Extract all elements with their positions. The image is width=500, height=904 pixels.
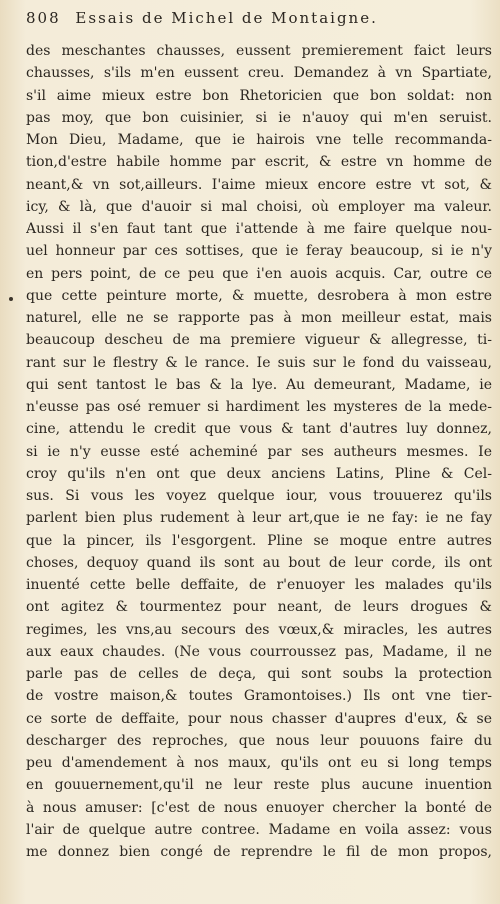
text-line: que cette peinture morte, & muette, desrobera à mon estre (26, 287, 492, 304)
text-line: descharger des reproches, que nous leur pouuons faire du (26, 732, 492, 749)
text-line: si ie n'y eusse esté acheminé par ses autheurs mesmes. Ie (26, 443, 492, 460)
text-line: icy, & là, que d'auoir si mal choisi, où employer ma valeur. (26, 198, 492, 215)
text-line: neant,& vn sot,ailleurs. I'aime mieux encore estre vt sot, & (26, 176, 492, 193)
text-line: beaucoup descheu de ma premiere vigueur & allegresse, ti- (26, 332, 492, 349)
text-line: de vostre maison,& toutes Gramontoises.) Ils ont vne tier- (26, 688, 492, 705)
text-line: à nous amuser: [c'est de nous enuoyer chercher la bonté de (26, 799, 492, 816)
text-line: des meschantes chausses, eussent premierement faict leurs (26, 43, 492, 59)
text-line: me donnez bien congé de reprendre le fil de mon propos, (26, 844, 492, 860)
text-line: en gouuernement,qu'il ne leur reste plus aucune inuention (26, 777, 492, 794)
text-line: s'il aime mieux estre bon Rhetoricien que bon soldat: non (26, 87, 492, 104)
text-line: ce sorte de deffaite, pour nous chasser d'aupres d'eux, & se (26, 710, 492, 727)
text-line: ont agitez & tourmentez pour neant, de leurs drogues & (26, 599, 492, 616)
text-line: aux eaux chaudes. (Ne vous courroussez pas, Madame, il ne (26, 643, 492, 660)
text-line: tion,d'estre habile homme par escrit, & estre vn homme de (26, 154, 492, 171)
text-line: sus. Si vous les voyez quelque iour, vous trouuerez qu'ils (26, 488, 492, 504)
text-line: que la pincer, ils l'esgorgent. Pline se moque entre autres (26, 532, 492, 549)
text-line: Aussi il s'en faut tant que i'attende à me faire quelque nou- (26, 221, 492, 237)
text-line: uel honneur par ces sottises, que ie feray beaucoup, si ie n'y (26, 243, 492, 260)
text-line: naturel, elle ne se rapporte pas à mon meilleur estat, mais (26, 310, 492, 326)
text-line: rant sur le flestry & le rance. Ie suis sur le fond du vaisseau, (26, 354, 492, 371)
text-line: peu d'amendement à nos maux, qu'ils ont eu si long temps (26, 755, 492, 771)
text-line: regimes, les vns,au secours des vœux,& miracles, les autres (26, 621, 492, 638)
text-line: n'eusse pas osé remuer si hardiment les mysteres de la mede- (26, 399, 492, 415)
text-line: parle pas de celles de deça, qui sont soubs la protection (26, 666, 492, 682)
text-line: parlent bien plus rudement à leur art,que ie ne fay: ie ne fay (26, 510, 492, 527)
text-line: croy qu'ils n'en ont que deux anciens Latins, Pline & Cel- (26, 465, 492, 482)
body-text (26, 40, 492, 863)
text-line: inuenté cette belle deffaite, de r'enuoyer les malades qu'ils (26, 577, 492, 593)
text-line: pas moy, que bon cuisinier, si ie n'auoy qui m'en seruist. (26, 109, 492, 126)
text-line: en pers point, de ce peu que i'en auois acquis. Car, outre ce (26, 265, 492, 282)
text-line: qui sent tantost le bas & la lye. Au demeurant, Madame, ie (26, 376, 492, 393)
text-line: chausses, s'ils m'en eussent creu. Demandez à vn Spartiate, (26, 65, 492, 82)
margin-mark (9, 297, 13, 301)
text-line: Mon Dieu, Madame, que ie hairois vne telle recommanda- (26, 132, 492, 148)
text-line: l'air de quelque autre contree. Madame en voila assez: vous (26, 821, 492, 838)
page-number: 808 (26, 9, 61, 27)
running-title: Essais de Michel de Montaigne. (75, 9, 378, 27)
running-header (26, 9, 378, 31)
text-line: choses, dequoy quand ils sont au bout de leur corde, ils ont (26, 554, 492, 571)
text-line: cine, attendu le credit que vous & tant d'autres luy donnez, (26, 421, 492, 438)
